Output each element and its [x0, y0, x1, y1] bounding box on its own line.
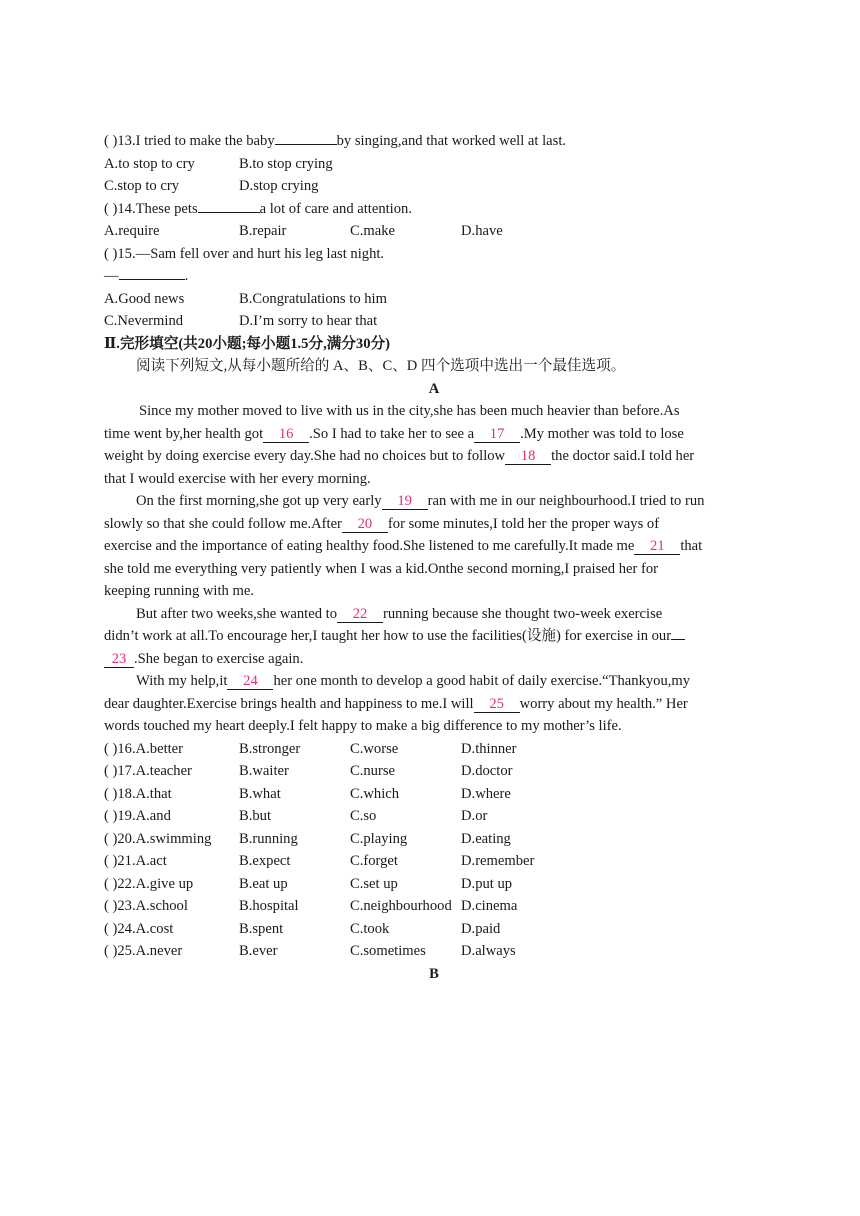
passage-line: she told me everything very patiently when I was a kid.Onthe second morning,I praised her for	[104, 560, 658, 577]
option-b: B.repair	[239, 223, 287, 239]
option-b: B.to stop crying	[239, 155, 333, 172]
passage-line: dear daughter.Exercise brings health and happiness to me.I will 25 worry about my health.” Her	[104, 695, 688, 712]
passage-line: keeping running with me.	[104, 583, 254, 599]
option-a: A.to stop to cry	[104, 155, 195, 172]
choice-row: ( )19.A.and B.but C.so D.or	[104, 808, 488, 824]
blank-18[interactable]: 18	[505, 448, 551, 465]
question-13: ( )13.I tried to make the baby by singing,and that worked well at last.	[104, 133, 567, 149]
choice-row: ( )18.A.that B.what C.which D.where	[104, 785, 511, 802]
choice-row: ( )25.A.never B.ever C.sometimes D.always	[104, 943, 516, 959]
options-row	[104, 175, 764, 198]
passage-line: time went by,her health got 16 .So I had to take her to see a 17 .My mother was told to lose	[104, 425, 684, 442]
blank-19[interactable]: 19	[382, 493, 428, 510]
passage-line: that I would exercise with her every morning.	[104, 470, 371, 487]
blank-24[interactable]: 24	[227, 673, 273, 690]
blank-21[interactable]: 21	[634, 538, 680, 555]
passage-line: words touched my heart deeply.I felt happy to make a big difference to my mother’s life.	[104, 718, 622, 734]
exam-page	[104, 130, 764, 985]
passage-label-b: B	[429, 965, 439, 982]
passage-line: 23 .She began to exercise again.	[104, 648, 764, 671]
passage-line: With my help,it 24 her one month to develop a good habit of daily exercise.“Thankyou,my	[136, 673, 691, 689]
passage-line: didn’t work at all.To encourage her,I taught her how to use the facilities(设施) for exercise in our	[104, 625, 764, 648]
passage-line: But after two weeks,she wanted to 22 running because she thought two-week exercise	[136, 605, 663, 622]
blank-20[interactable]: 20	[342, 516, 388, 533]
option-d: D.I’m sorry to hear that	[239, 313, 378, 329]
option-a: A.require	[104, 223, 160, 239]
options-row	[104, 220, 764, 243]
option-c: C.Nevermind	[104, 313, 184, 329]
section-instruction: 阅读下列短文,从每小题所给的 A、B、C、D 四个选项中选出一个最佳选项。	[136, 358, 626, 374]
section-heading: Ⅱ.完形填空(共20小题;每小题1.5分,满分30分)	[104, 335, 390, 352]
blank[interactable]	[119, 279, 185, 280]
reply-line: — .	[104, 268, 189, 284]
choice-row: ( )21.A.act B.expect C.forget D.remember	[104, 853, 535, 869]
blank-23[interactable]: 23	[104, 651, 134, 668]
passage-line: slowly so that she could follow me.After 20 for some minutes,I told her the proper ways of	[104, 515, 660, 532]
choice-list	[104, 738, 764, 963]
choice-row: ( )17.A.teacher B.waiter C.nurse D.doctor	[104, 763, 513, 779]
blank-22[interactable]: 22	[337, 606, 383, 623]
option-d: D.stop crying	[239, 178, 319, 194]
blank[interactable]	[275, 144, 337, 145]
passage-label-a: A	[428, 380, 440, 397]
answer-paren[interactable]: ( )	[104, 200, 118, 217]
answer-paren[interactable]: ( )	[104, 245, 118, 262]
options-row	[104, 310, 764, 333]
blank-17[interactable]: 17	[474, 426, 520, 443]
choice-row: ( )24.A.cost B.spent C.took D.paid	[104, 920, 501, 937]
options-row	[104, 153, 764, 176]
passage-line: Since my mother moved to live with us in the city,she has been much heavier than before.As	[139, 403, 680, 419]
passage-line: On the first morning,she got up very early 19 ran with me in our neighbourhood.I tried to run	[136, 493, 705, 509]
question-14: ( )14.These pets a lot of care and attention.	[104, 200, 412, 217]
blank-23-start[interactable]	[671, 639, 685, 640]
passage-line: exercise and the importance of eating healthy food.She listened to me carefully.It made me 21 that	[104, 538, 703, 554]
option-c: C.stop to cry	[104, 178, 179, 194]
passage-line: weight by doing exercise every day.She had no choices but to follow 18 the doctor said.I told her	[104, 448, 695, 464]
option-d: D.have	[461, 223, 503, 239]
question-15: ( )15.—Sam fell over and hurt his leg last night.	[104, 245, 385, 262]
blank-16[interactable]: 16	[263, 426, 309, 443]
options-row	[104, 288, 764, 311]
option-b: B.Congratulations to him	[239, 290, 387, 307]
choice-row: ( )20.A.swimming B.running C.playing D.eating	[104, 830, 511, 847]
option-a: A.Good news	[104, 290, 185, 307]
answer-paren[interactable]: ( )	[104, 133, 118, 149]
choice-row: ( )16.A.better B.stronger C.worse D.thinner	[104, 740, 517, 757]
choice-row: ( )22.A.give up B.eat up C.set up D.put up	[104, 875, 513, 892]
option-c: C.make	[350, 223, 395, 239]
choice-row: ( )23.A.school B.hospital C.neighbourhood D.cinema	[104, 898, 518, 914]
blank[interactable]	[198, 212, 260, 213]
blank-25[interactable]: 25	[474, 696, 520, 713]
